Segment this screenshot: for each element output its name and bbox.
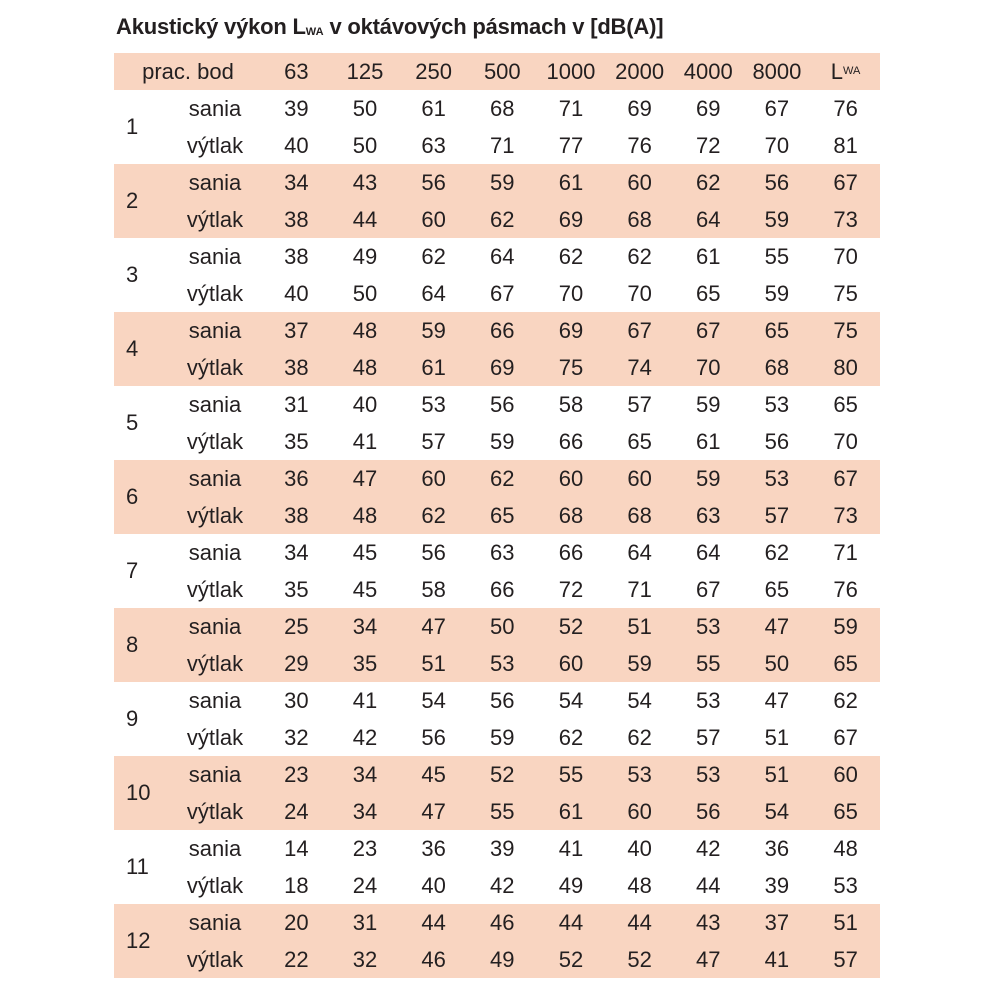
value-cell: 70 [833,243,858,269]
value-cell: 65 [468,497,537,534]
value-cell: 75 [833,280,858,306]
value-cell: 76 [833,576,858,602]
header-band-125: 125 [331,53,400,90]
value-cell: 67 [696,576,721,602]
value-cell: 62 [558,724,584,750]
value-cell: 66 [468,312,537,349]
value-cell: 46 [399,941,468,978]
mode-label-vytlak: výtlak [168,497,262,534]
value-cell: 48 [331,497,400,534]
value-cell: 63 [674,497,743,534]
value-cell: 39 [284,95,309,121]
value-cell: 49 [558,872,584,898]
value-cell: 70 [674,349,743,386]
operating-point-10: 10 [114,756,168,830]
mode-label-sania: sania [168,312,262,349]
value-cell: 55 [764,243,790,269]
value-cell: 81 [833,132,858,158]
value-cell: 53 [696,687,721,713]
value-cell: 47 [743,608,812,645]
value-cell: 43 [674,904,743,941]
mode-label-sania: sania [168,460,262,497]
value-cell: 67 [674,312,743,349]
value-cell: 48 [627,872,652,898]
value-cell: 40 [421,872,446,898]
value-cell: 74 [605,349,674,386]
value-cell: 48 [331,349,400,386]
value-cell: 37 [743,904,812,941]
value-cell: 64 [490,243,515,269]
value-cell: 45 [352,539,378,565]
value-cell: 53 [764,391,790,417]
value-cell: 60 [537,460,606,497]
value-cell: 51 [743,756,812,793]
value-cell: 49 [468,941,537,978]
value-cell: 67 [605,312,674,349]
value-cell: 70 [833,428,858,454]
value-cell: 65 [811,793,880,830]
value-cell: 56 [743,164,812,201]
mode-label-sania: sania [188,243,242,269]
value-cell: 41 [352,428,378,454]
value-cell: 62 [627,243,652,269]
header-band-63: 63 [262,53,331,90]
operating-point-9: 9 [126,706,139,731]
value-cell: 44 [605,904,674,941]
value-cell: 53 [421,391,446,417]
value-cell: 44 [537,904,606,941]
value-cell: 70 [558,280,584,306]
value-cell: 64 [627,539,652,565]
value-cell: 55 [468,793,537,830]
value-cell: 50 [468,608,537,645]
value-cell: 23 [352,835,378,861]
mode-label-sania: sania [168,904,262,941]
value-cell: 75 [811,312,880,349]
value-cell: 23 [262,756,331,793]
value-cell: 53 [833,872,858,898]
value-cell: 41 [352,687,378,713]
value-cell: 25 [262,608,331,645]
value-cell: 66 [558,539,584,565]
header-band-8000: 8000 [743,53,812,90]
value-cell: 37 [262,312,331,349]
value-cell: 41 [558,835,584,861]
operating-point-2: 2 [114,164,168,238]
value-cell: 58 [558,391,584,417]
title-subscript: WA [305,26,324,38]
value-cell: 51 [764,724,790,750]
value-cell: 62 [421,243,446,269]
value-cell: 24 [262,793,331,830]
operating-point-7: 7 [126,558,139,583]
value-cell: 60 [605,164,674,201]
value-cell: 57 [743,497,812,534]
mode-label-vytlak: výtlak [168,645,262,682]
mode-label-vytlak: výtlak [186,132,244,158]
value-cell: 57 [696,724,721,750]
value-cell: 65 [811,645,880,682]
value-cell: 65 [764,576,790,602]
value-cell: 59 [490,724,515,750]
value-cell: 77 [558,132,584,158]
value-cell: 68 [605,497,674,534]
value-cell: 38 [284,243,309,269]
value-cell: 44 [696,872,721,898]
value-cell: 73 [811,201,880,238]
value-cell: 69 [537,312,606,349]
value-cell: 40 [627,835,652,861]
value-cell: 44 [331,201,400,238]
value-cell: 67 [764,95,790,121]
value-cell: 80 [811,349,880,386]
value-cell: 39 [490,835,515,861]
value-cell: 60 [811,756,880,793]
value-cell: 65 [627,428,652,454]
mode-label-sania: sania [188,391,242,417]
value-cell: 72 [558,576,584,602]
value-cell: 40 [284,280,309,306]
value-cell: 49 [352,243,378,269]
mode-label-vytlak: výtlak [186,280,244,306]
mode-label-sania: sania [188,835,242,861]
value-cell: 68 [743,349,812,386]
mode-label-sania: sania [168,608,262,645]
value-cell: 61 [399,349,468,386]
value-cell: 42 [490,872,515,898]
value-cell: 62 [399,497,468,534]
value-cell: 36 [262,460,331,497]
value-cell: 51 [399,645,468,682]
value-cell: 55 [537,756,606,793]
header-band-4000: 4000 [674,53,743,90]
value-cell: 71 [627,576,652,602]
header-total-lwa [811,53,880,90]
value-cell: 68 [537,497,606,534]
value-cell: 20 [262,904,331,941]
value-cell: 56 [490,687,515,713]
value-cell: 66 [558,428,584,454]
value-cell: 65 [743,312,812,349]
value-cell: 51 [811,904,880,941]
value-cell: 56 [421,539,446,565]
value-cell: 47 [674,941,743,978]
value-cell: 63 [490,539,515,565]
value-cell: 59 [696,391,721,417]
value-cell: 56 [490,391,515,417]
value-cell: 54 [421,687,446,713]
operating-point-4: 4 [114,312,168,386]
value-cell: 54 [558,687,584,713]
title-rest: v oktávových pásmach v [dB(A)] [323,14,664,39]
operating-point-6: 6 [114,460,168,534]
value-cell: 40 [284,132,309,158]
value-cell: 59 [674,460,743,497]
value-cell: 63 [421,132,446,158]
value-cell: 38 [262,201,331,238]
mode-label-vytlak: výtlak [186,872,244,898]
mode-label-sania: sania [188,95,242,121]
value-cell: 41 [743,941,812,978]
value-cell: 53 [743,460,812,497]
header-band-500: 500 [468,53,537,90]
value-cell: 60 [399,460,468,497]
operating-point-1: 1 [126,114,139,139]
value-cell: 76 [833,95,858,121]
value-cell: 61 [696,428,721,454]
value-cell: 53 [674,756,743,793]
value-cell: 35 [284,428,309,454]
value-cell: 65 [696,280,721,306]
value-cell: 62 [558,243,584,269]
value-cell: 59 [764,280,790,306]
operating-point-12: 12 [114,904,168,978]
value-cell: 69 [696,95,721,121]
value-cell: 22 [262,941,331,978]
value-cell: 59 [490,428,515,454]
value-cell: 57 [421,428,446,454]
mode-label-vytlak: výtlak [168,349,262,386]
mode-label-sania: sania [168,756,262,793]
value-cell: 61 [696,243,721,269]
value-cell: 38 [262,497,331,534]
value-cell: 76 [627,132,652,158]
value-cell: 52 [605,941,674,978]
value-cell: 51 [605,608,674,645]
mode-label-vytlak: výtlak [186,576,244,602]
value-cell: 62 [627,724,652,750]
value-cell: 56 [674,793,743,830]
value-cell: 34 [284,539,309,565]
value-cell: 73 [811,497,880,534]
value-cell: 67 [811,460,880,497]
value-cell: 40 [352,391,378,417]
value-cell: 62 [674,164,743,201]
title-main: Akustický výkon L [116,14,306,39]
value-cell: 36 [764,835,790,861]
value-cell: 39 [764,872,790,898]
value-cell: 64 [696,539,721,565]
value-cell: 64 [421,280,446,306]
value-cell: 18 [284,872,309,898]
value-cell: 75 [537,349,606,386]
value-cell: 53 [605,756,674,793]
value-cell: 56 [399,164,468,201]
value-cell: 57 [627,391,652,417]
value-cell: 31 [331,904,400,941]
mode-label-vytlak: výtlak [168,793,262,830]
value-cell: 62 [468,201,537,238]
value-cell: 57 [811,941,880,978]
value-cell: 42 [696,835,721,861]
value-cell: 38 [262,349,331,386]
value-cell: 71 [833,539,858,565]
operating-point-3: 3 [126,262,139,287]
value-cell: 66 [490,576,515,602]
operating-point-11: 11 [126,854,149,879]
sound-power-table [114,53,880,978]
value-cell: 35 [331,645,400,682]
operating-point-8: 8 [114,608,168,682]
mode-label-vytlak: výtlak [186,724,244,750]
value-cell: 47 [764,687,790,713]
mode-label-sania: sania [168,164,262,201]
value-cell: 70 [764,132,790,158]
value-cell: 56 [421,724,446,750]
value-cell: 50 [352,132,378,158]
mode-label-sania: sania [188,539,242,565]
value-cell: 53 [468,645,537,682]
value-cell: 45 [352,576,378,602]
value-cell: 59 [605,645,674,682]
value-cell: 47 [399,793,468,830]
value-cell: 72 [696,132,721,158]
value-cell: 69 [627,95,652,121]
mode-label-vytlak: výtlak [168,201,262,238]
value-cell: 52 [537,941,606,978]
value-cell: 60 [537,645,606,682]
header-total-subscript: WA [843,65,861,77]
value-cell: 50 [352,95,378,121]
value-cell: 50 [352,280,378,306]
value-cell: 64 [674,201,743,238]
value-cell: 68 [605,201,674,238]
value-cell: 65 [833,391,858,417]
value-cell: 43 [331,164,400,201]
value-cell: 30 [284,687,309,713]
value-cell: 61 [537,164,606,201]
value-cell: 48 [833,835,858,861]
header-band-1000: 1000 [537,53,606,90]
mode-label-vytlak: výtlak [168,941,262,978]
value-cell: 59 [811,608,880,645]
value-cell: 67 [833,724,858,750]
value-cell: 34 [331,793,400,830]
value-cell: 55 [674,645,743,682]
value-cell: 54 [743,793,812,830]
header-total-main: L [830,58,844,84]
value-cell: 69 [537,201,606,238]
value-cell: 34 [262,164,331,201]
value-cell: 24 [352,872,378,898]
value-cell: 45 [399,756,468,793]
value-cell: 50 [743,645,812,682]
value-cell: 60 [399,201,468,238]
value-cell: 60 [605,793,674,830]
value-cell: 47 [331,460,400,497]
value-cell: 56 [764,428,790,454]
value-cell: 71 [558,95,584,121]
header-point-label: prac. bod [114,53,262,90]
value-cell: 32 [331,941,400,978]
value-cell: 58 [421,576,446,602]
value-cell: 53 [674,608,743,645]
value-cell: 62 [833,687,858,713]
value-cell: 48 [331,312,400,349]
operating-point-5: 5 [126,410,139,435]
value-cell: 59 [468,164,537,201]
value-cell: 69 [468,349,537,386]
mode-label-vytlak: výtlak [186,428,244,454]
value-cell: 35 [284,576,309,602]
value-cell: 46 [468,904,537,941]
value-cell: 47 [399,608,468,645]
value-cell: 61 [421,95,446,121]
value-cell: 68 [490,95,515,121]
value-cell: 67 [490,280,515,306]
value-cell: 42 [352,724,378,750]
value-cell: 52 [468,756,537,793]
value-cell: 54 [627,687,652,713]
value-cell: 61 [537,793,606,830]
table-title [116,14,663,40]
value-cell: 67 [811,164,880,201]
value-cell: 44 [399,904,468,941]
value-cell: 59 [399,312,468,349]
mode-label-sania: sania [188,687,242,713]
value-cell: 52 [537,608,606,645]
header-band-250: 250 [399,53,468,90]
value-cell: 62 [468,460,537,497]
value-cell: 59 [743,201,812,238]
value-cell: 71 [490,132,515,158]
header-band-2000: 2000 [605,53,674,90]
value-cell: 31 [284,391,309,417]
value-cell: 32 [284,724,309,750]
value-cell: 62 [764,539,790,565]
value-cell: 60 [605,460,674,497]
value-cell: 36 [421,835,446,861]
value-cell: 34 [331,608,400,645]
value-cell: 29 [262,645,331,682]
value-cell: 14 [284,835,309,861]
value-cell: 70 [627,280,652,306]
value-cell: 34 [331,756,400,793]
